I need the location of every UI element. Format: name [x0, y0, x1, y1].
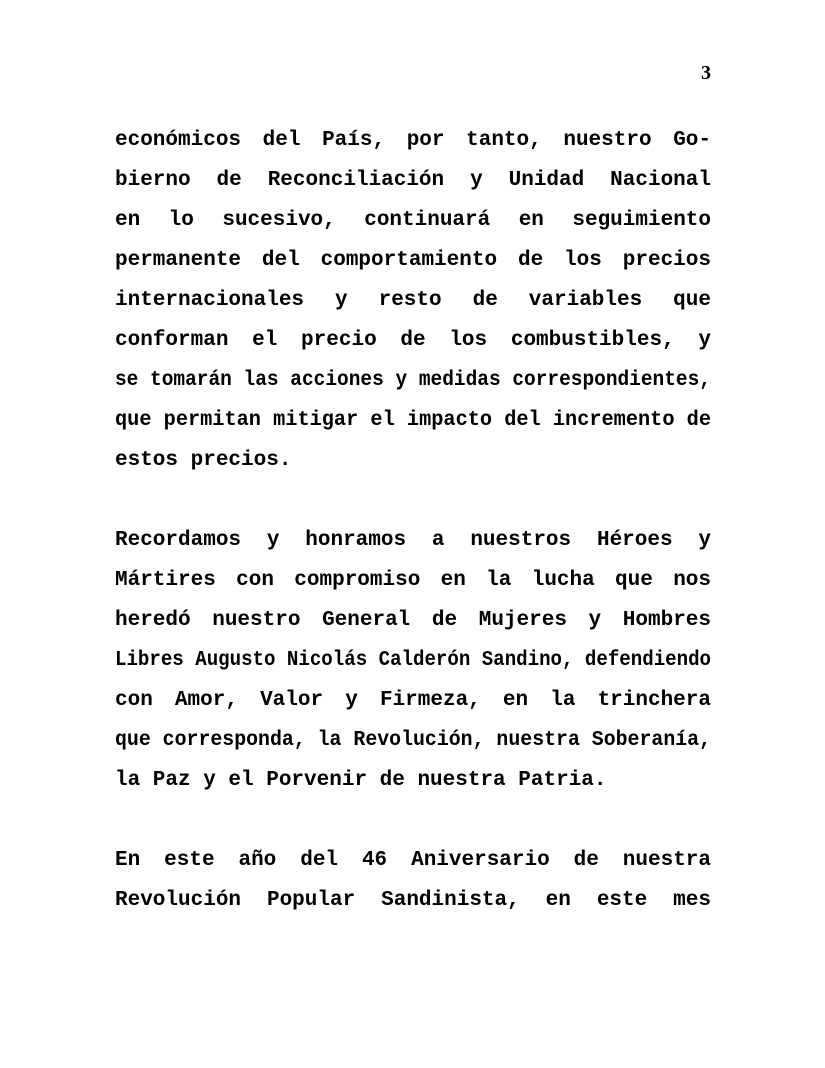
text-line — [115, 601, 711, 641]
text-line-content: heredó nuestro General de Mujeres y Hombres — [115, 609, 711, 632]
paragraph — [115, 841, 711, 921]
document-body — [115, 121, 711, 961]
text-line-content: bierno de Reconciliación y Unidad Nacional — [115, 169, 711, 192]
text-line — [115, 841, 711, 881]
text-line — [115, 681, 711, 721]
text-line-content: la Paz y el Porvenir de nuestra Patria. — [115, 769, 607, 792]
text-line — [115, 761, 711, 801]
text-line — [115, 721, 711, 761]
text-line — [115, 121, 711, 161]
text-line-content: se tomarán las acciones y medidas correspondientes, — [115, 369, 711, 392]
text-line — [115, 881, 711, 921]
text-line — [115, 401, 711, 441]
text-line-content: estos precios. — [115, 449, 292, 472]
text-line-content: permanente del comportamiento de los precios — [115, 249, 711, 272]
text-line — [115, 321, 711, 361]
text-line — [115, 241, 711, 281]
text-line — [115, 641, 711, 681]
text-line-content: internacionales y resto de variables que — [115, 289, 711, 312]
text-line — [115, 201, 711, 241]
paragraph — [115, 121, 711, 481]
text-line-content: En este año del 46 Aniversario de nuestra — [115, 849, 711, 872]
text-line-content: con Amor, Valor y Firmeza, en la trinchera — [115, 689, 711, 712]
text-line-content: conforman el precio de los combustibles, y — [115, 329, 711, 352]
text-line-content: que corresponda, la Revolución, nuestra Soberanía, — [115, 729, 711, 752]
text-line-content: Recordamos y honramos a nuestros Héroes y — [115, 529, 711, 552]
text-line — [115, 441, 711, 481]
paragraph — [115, 521, 711, 801]
page-number: 3 — [701, 62, 711, 84]
text-line-content: que permitan mitigar el impacto del incremento de — [115, 409, 711, 432]
text-line-content: económicos del País, por tanto, nuestro Go- — [115, 129, 711, 152]
text-line — [115, 281, 711, 321]
text-line-content: en lo sucesivo, continuará en seguimiento — [115, 209, 711, 232]
text-line — [115, 361, 711, 401]
text-line — [115, 561, 711, 601]
text-line-content: Libres Augusto Nicolás Calderón Sandino, defendiendo — [115, 649, 711, 672]
text-line — [115, 161, 711, 201]
text-line — [115, 521, 711, 561]
text-line-content: Revolución Popular Sandinista, en este mes — [115, 889, 711, 912]
text-line-content: Mártires con compromiso en la lucha que nos — [115, 569, 711, 592]
